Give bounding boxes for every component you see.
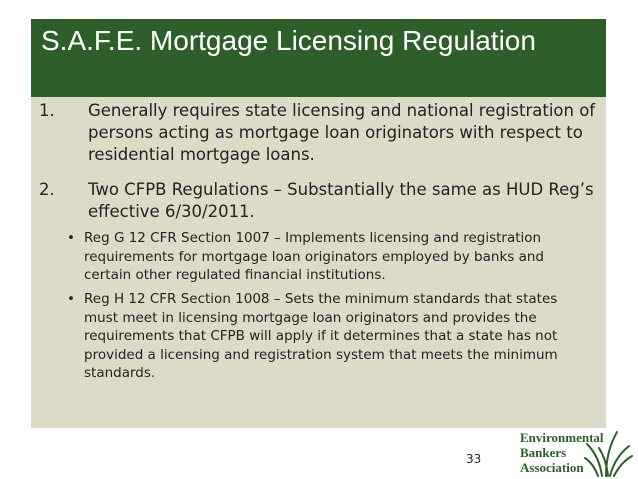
logo-line-3: Association [520, 460, 584, 475]
grass-logo-icon [507, 424, 633, 478]
bullet-text: Reg H 12 CFR Section 1008 – Sets the minimum standards that states must meet in licensing mortgage loan originators and provides the requirements that CFPB will apply if it determines that a state has not provided a licensing and registration system that meets the minimum standards. [84, 291, 558, 381]
bullet-text: Reg G 12 CFR Section 1007 – Implements licensing and registration requirements for mortgage loan originators employed by banks and certain other regulated financial institutions. [84, 230, 544, 283]
slide-title: S.A.F.E. Mortgage Licensing Regulation [41, 25, 536, 56]
item-number: 1. [39, 101, 55, 120]
logo-line-2: Bankers [520, 445, 567, 460]
bullet-marker: • [67, 230, 75, 246]
bullet-marker: • [67, 291, 75, 307]
item-text: Generally requires state licensing and national registration of persons acting as mortgage loan originators with respect to residential mortgage loans. [88, 101, 596, 164]
page-number: 33 [466, 452, 482, 466]
content-panel [31, 97, 606, 428]
item-text: Two CFPB Regulations – Substantially the same as HUD Reg’s effective 6/30/2011. [88, 180, 594, 221]
item-number: 2. [39, 180, 55, 199]
logo-line-1: Environmental [520, 430, 604, 445]
